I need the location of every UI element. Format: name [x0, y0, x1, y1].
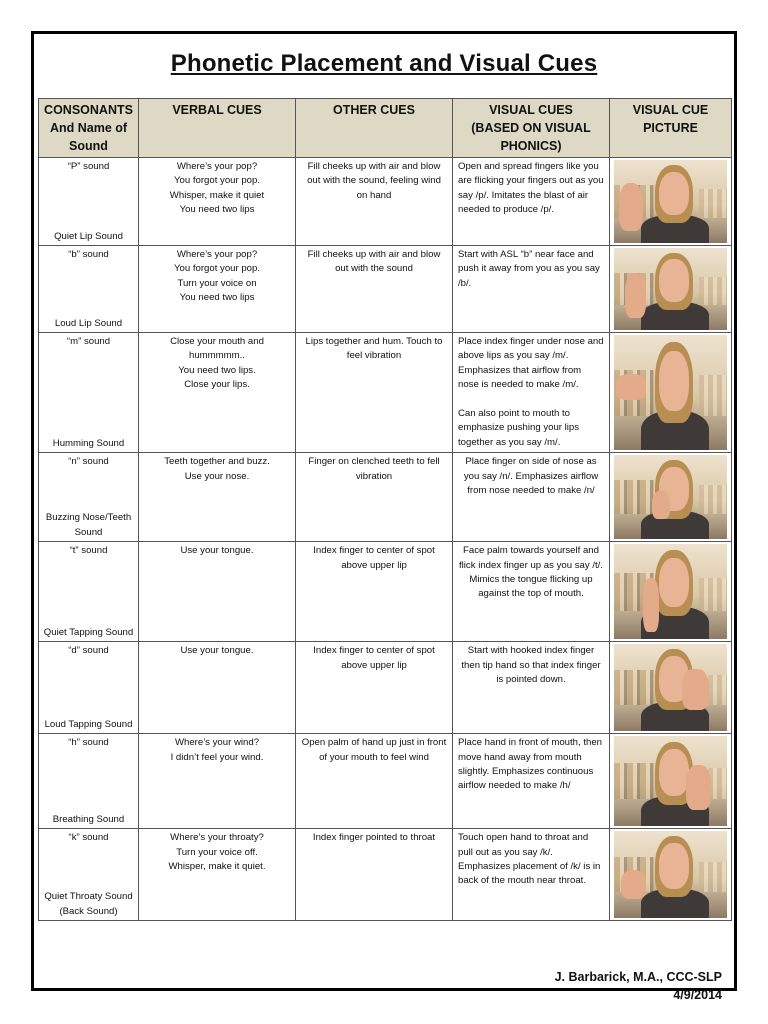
- visual-cue-picture-cell: [610, 158, 732, 246]
- verbal-cue-cell: Where’s your pop? You forgot your pop. Whisper, make it quiet You need two lips: [139, 158, 296, 246]
- photo-person-hand: [619, 183, 644, 231]
- sound-name: Quiet Throaty Sound (Back Sound): [44, 891, 133, 917]
- sound-label: “t” sound: [69, 545, 108, 557]
- consonant-cell: [39, 542, 139, 642]
- visual-cue-picture-cell: [610, 453, 732, 542]
- consonant-cell: [39, 642, 139, 734]
- sound-label: “d” sound: [68, 645, 109, 657]
- table-row: [39, 246, 732, 333]
- table-row: [39, 453, 732, 542]
- visual-cue-picture-cell: [610, 829, 732, 921]
- sound-name: Loud Lip Sound: [54, 317, 123, 329]
- header-other-cues: OTHER CUES: [296, 99, 453, 158]
- photo-background-shelf: [699, 862, 727, 892]
- table-header-row: [39, 99, 732, 158]
- consonant-cell: [39, 734, 139, 829]
- photo-person-face: [659, 558, 688, 607]
- visual-cue-cell: Open and spread fingers like you are flicking your fingers out as you say /p/. Imitates the blast of air needed to produce /p/.: [453, 158, 610, 246]
- verbal-cue-cell: Where’s your pop? You forgot your pop. Turn your voice on You need two lips: [139, 246, 296, 333]
- photo-person-face: [659, 259, 688, 302]
- photo-background-shelf: [699, 189, 727, 218]
- sound-name: Loud Tapping Sound: [44, 718, 133, 730]
- visual-cue-photo: [614, 455, 727, 539]
- photo-background-shelf: [699, 277, 727, 306]
- visual-cue-photo: [614, 160, 727, 243]
- photo-person-face: [659, 843, 688, 888]
- other-cue-cell: Fill cheeks up with air and blow out with the sound, feeling wind on hand: [296, 158, 453, 246]
- header-visual-cues: VISUAL CUES (BASED ON VISUAL PHONICS): [453, 99, 610, 158]
- table-row: [39, 542, 732, 642]
- visual-cue-photo: [614, 831, 727, 918]
- consonant-cell: [39, 158, 139, 246]
- photo-person-hand: [616, 374, 645, 399]
- sound-label: “m” sound: [66, 336, 111, 347]
- other-cue-cell: Finger on clenched teeth to fell vibration: [296, 453, 453, 542]
- visual-cue-photo: [614, 736, 727, 826]
- photo-person-hand: [621, 870, 646, 900]
- photo-person-hand: [652, 491, 670, 520]
- photo-background-shelf: [614, 480, 654, 514]
- other-cue-cell: Lips together and hum. Touch to feel vibration: [296, 333, 453, 453]
- footer-date: 4/9/2014: [673, 988, 722, 1002]
- visual-cue-cell: Start with hooked index finger then tip hand so that index finger is pointed down.: [453, 642, 610, 734]
- sound-name: Quiet Tapping Sound: [43, 626, 134, 638]
- page-title: Phonetic Placement and Visual Cues: [170, 50, 598, 77]
- visual-cue-photo: [614, 248, 727, 330]
- sound-name: Breathing Sound: [52, 813, 125, 825]
- photo-person-face: [659, 749, 688, 796]
- photo-person-face: [659, 351, 688, 411]
- other-cue-cell: Index finger pointed to throat: [296, 829, 453, 921]
- verbal-cue-cell: Where’s your throaty? Turn your voice off. Whisper, make it quiet.: [139, 829, 296, 921]
- photo-background-shelf: [699, 578, 727, 611]
- visual-cue-picture-cell: [610, 333, 732, 453]
- sound-name: Quiet Lip Sound: [54, 230, 123, 242]
- photo-person-hand: [643, 578, 659, 631]
- header-consonants: CONSONANTS And Name of Sound: [39, 99, 139, 158]
- other-cue-cell: Open palm of hand up just in front of your mouth to feel wind: [296, 734, 453, 829]
- visual-cue-picture-cell: [610, 734, 732, 829]
- visual-cue-cell: Touch open hand to throat and pull out as you say /k/. Emphasizes placement of /k/ is in back of the mouth near throat.: [453, 829, 610, 921]
- verbal-cue-cell: Use your tongue.: [139, 642, 296, 734]
- sound-label: “h” sound: [68, 737, 109, 749]
- sound-name: Buzzing Nose/Teeth Sound: [45, 512, 132, 538]
- visual-cue-cell: Place index finger under nose and above lips as you say /m/. Emphasizes that airflow from nose is needed to make /m/. Can also point to mouth to emphasize pushing your lips together as you say /m/.: [453, 333, 610, 453]
- photo-person-hand: [682, 669, 709, 711]
- table-row: [39, 642, 732, 734]
- footer-author: J. Barbarick, M.A., CCC-SLP: [554, 970, 722, 984]
- visual-cue-picture-cell: [610, 642, 732, 734]
- table-row: [39, 829, 732, 921]
- other-cue-cell: Fill cheeks up with air and blow out with the sound: [296, 246, 453, 333]
- visual-cue-cell: Place hand in front of mouth, then move hand away from mouth slightly. Emphasizes continuous airflow needed to make /h/: [453, 734, 610, 829]
- visual-cue-photo: [614, 335, 727, 450]
- table-row: [39, 734, 732, 829]
- sound-label: “b” sound: [68, 249, 109, 260]
- table-row: [39, 158, 732, 246]
- consonant-cell: [39, 453, 139, 542]
- other-cue-cell: Index finger to center of spot above upper lip: [296, 542, 453, 642]
- verbal-cue-cell: Close your mouth and hummmmm.. You need two lips. Close your lips.: [139, 333, 296, 453]
- visual-cue-picture-cell: [610, 246, 732, 333]
- header-verbal-cues: VERBAL CUES: [139, 99, 296, 158]
- sound-name: Humming Sound: [52, 437, 125, 449]
- sound-label: “k” sound: [68, 832, 109, 844]
- consonant-cell: [39, 246, 139, 333]
- visual-cue-photo: [614, 544, 727, 639]
- visual-cue-picture-cell: [610, 542, 732, 642]
- photo-background-shelf: [614, 670, 654, 705]
- photo-person-face: [659, 172, 688, 215]
- sound-label: “P” sound: [67, 161, 110, 172]
- table-row: [39, 333, 732, 453]
- consonant-cell: [39, 333, 139, 453]
- visual-cue-cell: Start with ASL “b” near face and push it away from you as you say /b/.: [453, 246, 610, 333]
- phonetic-cues-table: [38, 98, 732, 921]
- photo-background-shelf: [699, 375, 727, 415]
- sound-label: “n” sound: [68, 456, 109, 468]
- photo-person-hand: [686, 765, 711, 810]
- photo-background-shelf: [699, 485, 727, 514]
- verbal-cue-cell: Use your tongue.: [139, 542, 296, 642]
- visual-cue-photo: [614, 644, 727, 731]
- verbal-cue-cell: Where’s your wind? I didn’t feel your wind.: [139, 734, 296, 829]
- verbal-cue-cell: Teeth together and buzz. Use your nose.: [139, 453, 296, 542]
- header-visual-cue-picture: VISUAL CUE PICTURE: [610, 99, 732, 158]
- photo-background-shelf: [614, 763, 654, 799]
- visual-cue-cell: Face palm towards yourself and flick index finger up as you say /t/. Mimics the tongue flicking up against the top of mouth.: [453, 542, 610, 642]
- other-cue-cell: Index finger to center of spot above upper lip: [296, 642, 453, 734]
- consonant-cell: [39, 829, 139, 921]
- visual-cue-cell: Place finger on side of nose as you say /n/. Emphasizes airflow from nose needed to make /n/: [453, 453, 610, 542]
- photo-person-hand: [625, 273, 645, 318]
